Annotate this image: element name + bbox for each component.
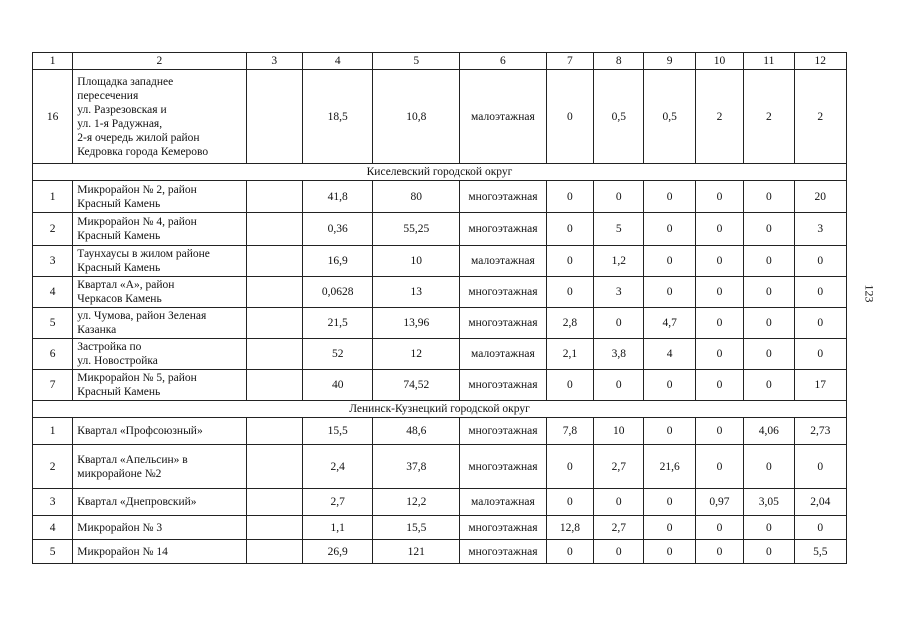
table-row [33,181,847,213]
cell-col-6: многоэтажная [460,516,547,540]
section-title: Киселевский городской округ [33,164,847,181]
object-name [73,370,246,401]
cell-col-11: 0 [744,339,794,370]
object-name-line: Таунхаусы в жилом районе [77,248,210,260]
column-number: 11 [744,53,794,70]
cell-col-12: 0 [794,246,846,277]
cell-col-4: 52 [302,339,373,370]
cell-col-3 [246,70,302,164]
cell-col-8: 0 [594,540,644,564]
cell-col-4: 2,7 [302,489,373,516]
table-row [33,308,847,339]
column-number: 1 [33,53,73,70]
row-number: 5 [33,540,73,564]
table-row [33,445,847,489]
page-number: 123 [862,284,877,303]
cell-col-11: 0 [744,213,794,246]
cell-col-6: многоэтажная [460,540,547,564]
table-row [33,489,847,516]
object-name-line: ул. 1-я Радужная, [77,117,163,130]
cell-col-12: 3 [794,213,846,246]
cell-col-4: 1,1 [302,516,373,540]
object-name-line: Красный Камень [77,197,161,210]
cell-col-9: 0 [644,489,695,516]
table-row [33,339,847,370]
object-name [73,516,246,540]
cell-col-8: 1,2 [594,246,644,277]
cell-col-7: 0 [546,213,593,246]
column-number: 6 [460,53,547,70]
object-name [73,246,246,277]
table-row [33,418,847,445]
row-number: 3 [33,246,73,277]
cell-col-9: 0 [644,540,695,564]
cell-col-3 [246,418,302,445]
cell-col-5: 55,25 [373,213,460,246]
row-number: 6 [33,339,73,370]
cell-col-6: многоэтажная [460,181,547,213]
cell-col-3 [246,277,302,308]
object-name [73,308,246,339]
cell-col-5: 121 [373,540,460,564]
cell-col-4: 16,9 [302,246,373,277]
object-name-line: Микрорайон № 3 [77,521,163,534]
column-number: 10 [695,53,743,70]
object-name-line: Микрорайон № 4, район [77,216,197,228]
object-name-line: Микрорайон № 5, район [77,372,197,384]
cell-col-8: 0 [594,181,644,213]
cell-col-9: 0 [644,181,695,213]
cell-col-4: 26,9 [302,540,373,564]
cell-col-3 [246,516,302,540]
cell-col-11: 0 [744,246,794,277]
object-name [73,540,246,564]
cell-col-9: 21,6 [644,445,695,489]
cell-col-12: 5,5 [794,540,846,564]
cell-col-11: 0 [744,516,794,540]
cell-col-5: 13,96 [373,308,460,339]
object-name-line: Квартал «Профсоюзный» [77,425,203,437]
cell-col-11: 0 [744,308,794,339]
cell-col-9: 0 [644,516,695,540]
table-row [33,516,847,540]
cell-col-6: малоэтажная [460,339,547,370]
cell-col-10: 0 [695,418,743,445]
cell-col-3 [246,308,302,339]
object-name [73,70,246,164]
cell-col-5: 10 [373,246,460,277]
cell-col-3 [246,339,302,370]
cell-col-12: 2,73 [794,418,846,445]
cell-col-12: 2,04 [794,489,846,516]
section-header-row [33,401,847,418]
cell-col-4: 0,0628 [302,277,373,308]
cell-col-12: 0 [794,277,846,308]
cell-col-7: 0 [546,246,593,277]
cell-col-8: 0 [594,489,644,516]
row-number: 2 [33,213,73,246]
row-number: 1 [33,181,73,213]
cell-col-7: 2,8 [546,308,593,339]
cell-col-11: 4,06 [744,418,794,445]
cell-col-9: 0 [644,418,695,445]
cell-col-8: 3,8 [594,339,644,370]
cell-col-6: многоэтажная [460,213,547,246]
cell-col-6: многоэтажная [460,418,547,445]
row-number: 4 [33,277,73,308]
cell-col-10: 0 [695,540,743,564]
cell-col-11: 0 [744,540,794,564]
housing-table [32,52,847,564]
cell-col-11: 0 [744,277,794,308]
cell-col-9: 0,5 [644,70,695,164]
cell-col-9: 0 [644,370,695,401]
row-number: 3 [33,489,73,516]
cell-col-10: 0 [695,213,743,246]
cell-col-5: 10,8 [373,70,460,164]
object-name-line: 2-я очередь жилой район [77,131,200,144]
object-name-line: Красный Камень [77,386,161,398]
cell-col-11: 0 [744,181,794,213]
object-name-line: Площадка западнее [77,75,174,88]
cell-col-6: малоэтажная [460,246,547,277]
cell-col-8: 0 [594,308,644,339]
object-name-line: Микрорайон № 14 [77,545,168,558]
cell-col-8: 3 [594,277,644,308]
column-number: 2 [73,53,246,70]
object-name-line: Казанка [77,324,117,336]
object-name-line: Кедровка города Кемерово [77,145,209,158]
column-number: 9 [644,53,695,70]
row-number: 16 [33,70,73,164]
table-row [33,277,847,308]
object-name [73,277,246,308]
cell-col-9: 4 [644,339,695,370]
cell-col-10: 0 [695,246,743,277]
cell-col-6: многоэтажная [460,308,547,339]
row-number: 1 [33,418,73,445]
object-name-line: ул. Чумова, район Зеленая [77,310,207,322]
cell-col-10: 0 [695,277,743,308]
cell-col-5: 37,8 [373,445,460,489]
object-name-line: Черкасов Камень [77,293,162,305]
cell-col-4: 18,5 [302,70,373,164]
cell-col-8: 0,5 [594,70,644,164]
object-name [73,339,246,370]
cell-col-3 [246,370,302,401]
column-number-row [33,53,847,70]
object-name-line: Красный Камень [77,262,161,274]
cell-col-6: малоэтажная [460,70,547,164]
column-number: 4 [302,53,373,70]
section-header-row [33,164,847,181]
column-number: 8 [594,53,644,70]
cell-col-10: 2 [695,70,743,164]
object-name-line: микрорайоне №2 [77,467,162,480]
cell-col-5: 12,2 [373,489,460,516]
cell-col-7: 2,1 [546,339,593,370]
cell-col-11: 2 [744,70,794,164]
cell-col-6: многоэтажная [460,277,547,308]
row-number: 5 [33,308,73,339]
cell-col-9: 0 [644,277,695,308]
cell-col-7: 0 [546,445,593,489]
cell-col-9: 0 [644,246,695,277]
cell-col-12: 0 [794,339,846,370]
cell-col-6: многоэтажная [460,370,547,401]
cell-col-12: 0 [794,308,846,339]
object-name [73,418,246,445]
cell-col-6: многоэтажная [460,445,547,489]
cell-col-7: 0 [546,540,593,564]
table-row [33,370,847,401]
object-name-line: пересечения [77,89,139,102]
cell-col-12: 0 [794,445,846,489]
cell-col-7: 0 [546,70,593,164]
cell-col-4: 0,36 [302,213,373,246]
row-number: 7 [33,370,73,401]
cell-col-8: 5 [594,213,644,246]
object-name-line: Красный Камень [77,230,161,242]
object-name-line: Микрорайон № 2, район [77,183,197,196]
cell-col-7: 0 [546,370,593,401]
cell-col-4: 21,5 [302,308,373,339]
cell-col-3 [246,445,302,489]
object-name [73,181,246,213]
cell-col-4: 40 [302,370,373,401]
cell-col-5: 48,6 [373,418,460,445]
cell-col-5: 74,52 [373,370,460,401]
column-number: 12 [794,53,846,70]
cell-col-7: 0 [546,489,593,516]
object-name-line: Квартал «Апельсин» в [77,453,188,466]
cell-col-7: 7,8 [546,418,593,445]
object-name-line: Застройка по [77,341,142,353]
cell-col-4: 41,8 [302,181,373,213]
cell-col-10: 0 [695,339,743,370]
cell-col-6: малоэтажная [460,489,547,516]
object-name-line: ул. Новостройка [77,355,158,367]
object-name-line: Квартал «А», район [77,279,175,291]
cell-col-12: 0 [794,516,846,540]
table-row [33,540,847,564]
table-row [33,246,847,277]
column-number: 3 [246,53,302,70]
column-number: 7 [546,53,593,70]
cell-col-10: 0 [695,370,743,401]
cell-col-7: 12,8 [546,516,593,540]
cell-col-10: 0 [695,516,743,540]
cell-col-8: 10 [594,418,644,445]
cell-col-4: 2,4 [302,445,373,489]
cell-col-3 [246,489,302,516]
cell-col-11: 3,05 [744,489,794,516]
cell-col-10: 0 [695,445,743,489]
cell-col-5: 15,5 [373,516,460,540]
cell-col-7: 0 [546,181,593,213]
cell-col-12: 20 [794,181,846,213]
row-number: 4 [33,516,73,540]
cell-col-5: 13 [373,277,460,308]
cell-col-7: 0 [546,277,593,308]
object-name-line: Квартал «Днепровский» [77,496,197,508]
section-title: Ленинск-Кузнецкий городской округ [33,401,847,418]
object-name [73,445,246,489]
cell-col-10: 0 [695,308,743,339]
cell-col-12: 17 [794,370,846,401]
cell-col-4: 15,5 [302,418,373,445]
object-name [73,213,246,246]
cell-col-8: 0 [594,370,644,401]
cell-col-10: 0 [695,181,743,213]
cell-col-3 [246,213,302,246]
cell-col-3 [246,181,302,213]
object-name-line: ул. Разрезовская и [77,103,167,116]
column-number: 5 [373,53,460,70]
object-name [73,489,246,516]
cell-col-12: 2 [794,70,846,164]
row-number: 2 [33,445,73,489]
cell-col-5: 80 [373,181,460,213]
cell-col-11: 0 [744,445,794,489]
cell-col-8: 2,7 [594,516,644,540]
cell-col-3 [246,246,302,277]
cell-col-8: 2,7 [594,445,644,489]
cell-col-11: 0 [744,370,794,401]
cell-col-10: 0,97 [695,489,743,516]
cell-col-9: 4,7 [644,308,695,339]
cell-col-3 [246,540,302,564]
cell-col-5: 12 [373,339,460,370]
table-row [33,213,847,246]
cell-col-9: 0 [644,213,695,246]
table-row [33,70,847,164]
